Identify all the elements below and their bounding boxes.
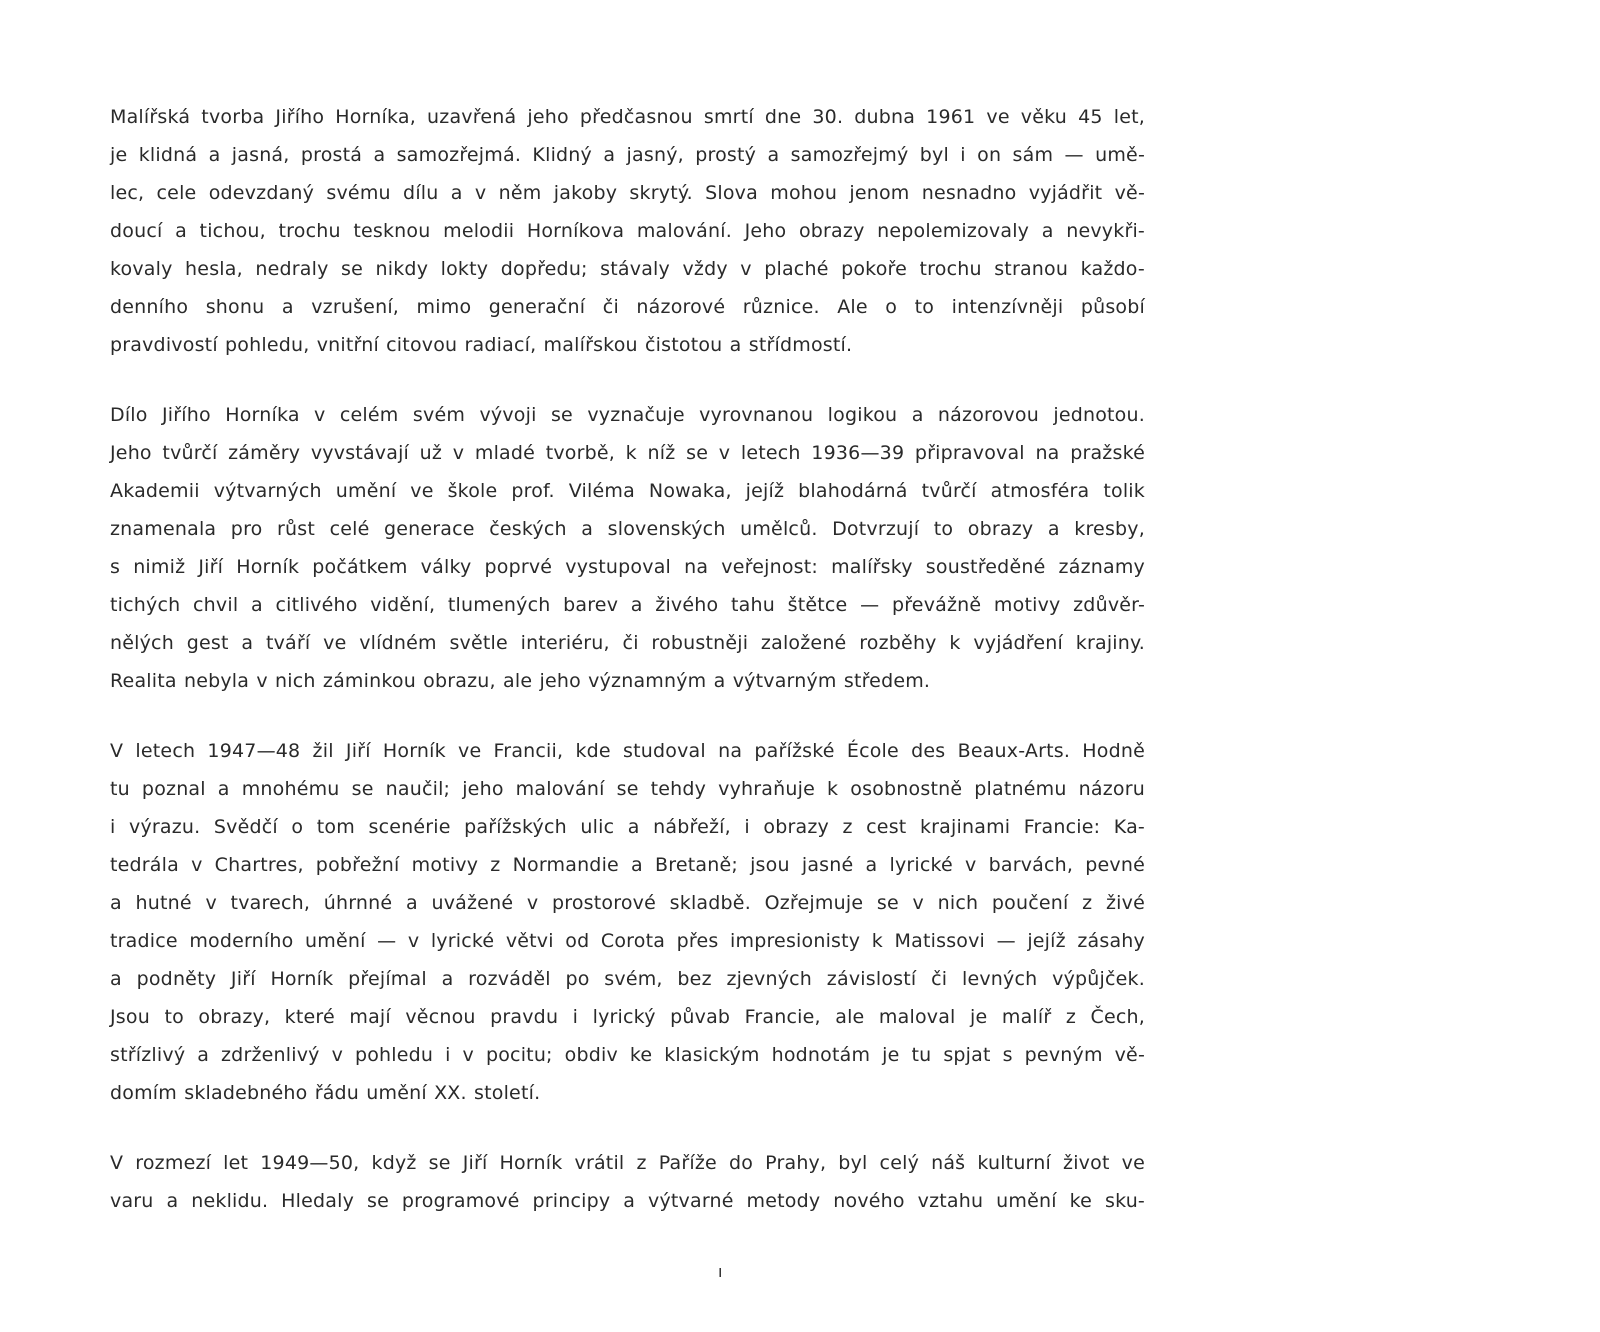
text-line: je klidná a jasná, prostá a samozřejmá. Klidný a jasný, prostý a samozřejmý byl i on sám — umě- (110, 144, 1145, 166)
text-line: varu a neklidu. Hledaly se programové principy a výtvarné metody nového vztahu umění ke sku- (110, 1190, 1145, 1212)
text-line: Dílo Jiřího Horníka v celém svém vývoji se vyznačuje vyrovnanou logikou a názorovou jednotou. (110, 404, 1145, 426)
text-line: střízlivý a zdrženlivý v pohledu i v pocitu; obdiv ke klasickým hodnotám je tu spjat s pevným vě- (110, 1044, 1145, 1066)
text-line: Malířská tvorba Jiřího Horníka, uzavřená jeho předčasnou smrtí dne 30. dubna 1961 ve věku 45 let, (110, 106, 1145, 128)
text-line: Jeho tvůrčí záměry vyvstávají už v mladé tvorbě, k níž se v letech 1936—39 připravoval na pražské (110, 442, 1145, 464)
paragraph-3 (110, 732, 1145, 1112)
text-line: doucí a tichou, trochu tesknou melodii Horníkova malování. Jeho obrazy nepolemizovaly a nevykři- (110, 220, 1145, 242)
text-line: a hutné v tvarech, úhrnné a uvážené v prostorové skladbě. Ozřejmuje se v nich poučení z živé (110, 892, 1145, 914)
text-line: pravdivostí pohledu, vnitřní citovou radiací, malířskou čistotou a střídmostí. (110, 334, 853, 356)
text-line: denního shonu a vzrušení, mimo generační či názorové různice. Ale o to intenzívněji působí (110, 296, 1145, 318)
text-line: Jsou to obrazy, které mají věcnou pravdu i lyrický půvab Francie, ale maloval je malíř z Čech, (110, 1006, 1145, 1028)
text-line: i výrazu. Svědčí o tom scenérie pařížských ulic a nábřeží, i obrazy z cest krajinami Francie: Ka- (110, 816, 1145, 838)
text-line: tichých chvil a citlivého vidění, tlumených barev a živého tahu štětce — převážně motivy zdůvěr- (110, 594, 1145, 616)
paragraph-4 (110, 1144, 1145, 1220)
text-line: tu poznal a mnohému se naučil; jeho malování se tehdy vyhraňuje k osobnostně platnému názoru (110, 778, 1145, 800)
text-line: domím skladebného řádu umění XX. století. (110, 1082, 541, 1104)
text-line: Akademii výtvarných umění ve škole prof. Viléma Nowaka, jejíž blahodárná tvůrčí atmosféra tolik (110, 480, 1145, 502)
text-line: V rozmezí let 1949—50, když se Jiří Horník vrátil z Paříže do Prahy, byl celý náš kulturní život ve (110, 1152, 1145, 1174)
text-line: V letech 1947—48 žil Jiří Horník ve Francii, kde studoval na pařížské École des Beaux-Arts. Hodně (110, 740, 1145, 762)
text-line: tradice moderního umění — v lyrické větvi od Corota přes impresionisty k Matissovi — jejíž zásahy (110, 930, 1145, 952)
text-line: s nimiž Jiří Horník počátkem války poprvé vystupoval na veřejnost: malířsky soustředěné záznamy (110, 556, 1145, 578)
text-line: kovaly hesla, nedraly se nikdy lokty dopředu; stávaly vždy v plaché pokoře trochu stranou každo- (110, 258, 1145, 280)
text-line: a podněty Jiří Horník přejímal a rozváděl po svém, bez zjevných závislostí či levných výpůjček. (110, 968, 1145, 990)
text-line: znamenala pro růst celé generace českých a slovenských umělců. Dotvrzují to obrazy a kresby, (110, 518, 1145, 540)
text-line: nělých gest a tváří ve vlídném světle interiéru, či robustněji založené rozběhy k vyjádření krajiny. (110, 632, 1145, 654)
text-line: tedrála v Chartres, pobřežní motivy z Normandie a Bretaně; jsou jasné a lyrické v barvách, pevné (110, 854, 1145, 876)
page-number: ı (718, 1262, 723, 1281)
paragraph-1 (110, 98, 1145, 364)
paragraph-2 (110, 396, 1145, 700)
text-line: lec, cele odevzdaný svému dílu a v něm jakoby skrytý. Slova mohou jenom nesnadno vyjádřit vě- (110, 182, 1145, 204)
text-line: Realita nebyla v nich záminkou obrazu, ale jeho významným a výtvarným středem. (110, 670, 931, 692)
text-column (110, 98, 1145, 1252)
